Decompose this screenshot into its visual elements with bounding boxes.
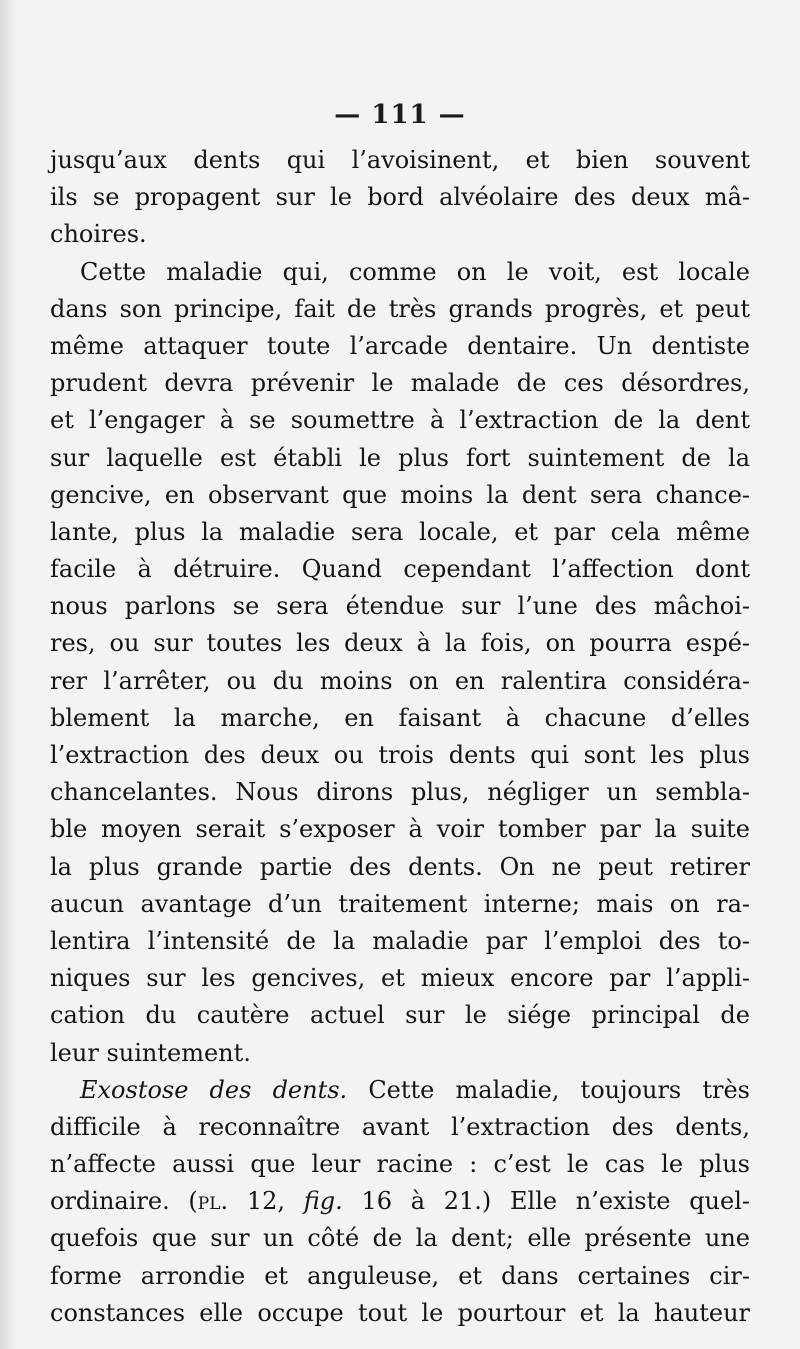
text-line: aucun avantage d’un traitement interne; mais on ra- <box>50 889 750 918</box>
text-line: leur suintement. <box>50 1038 251 1067</box>
text-line: ils se propagent sur le bord alvéolaire des deux mâ- <box>50 183 750 212</box>
paragraph-start-line: Exostose des dents. Cette maladie, toujours très <box>80 1075 750 1104</box>
text-line: sur laquelle est établi le plus fort suintement de la <box>50 443 750 472</box>
text-line: nous parlons se sera étendue sur l’une des mâchoi- <box>50 592 750 621</box>
page-gutter-shadow <box>0 0 16 1349</box>
text-line: niques sur les gencives, et mieux encore par l’appli- <box>50 964 750 993</box>
section-heading-italic: Exostose des dents. <box>80 1075 348 1104</box>
text-line: forme arrondie et anguleuse, et dans certaines cir- <box>50 1261 750 1290</box>
text-line: facile à détruire. Quand cependant l’affection dont <box>50 555 750 584</box>
text-line: gencive, en observant que moins la dent sera chance- <box>50 480 750 509</box>
text-line: quefois que sur un côté de la dent; elle présente une <box>50 1224 750 1253</box>
text-line: constances elle occupe tout le pourtour et la hauteur <box>50 1298 750 1327</box>
body-text <box>50 142 750 1332</box>
text-line: et l’engager à se soumettre à l’extraction de la dent <box>50 406 750 435</box>
figure-reference: fig. <box>303 1187 343 1216</box>
text-line: même attaquer toute l’arcade dentaire. Un dentiste <box>50 331 750 360</box>
text-line: jusqu’aux dents qui l’avoisinent, et bien souvent <box>50 146 750 174</box>
text-line: blement la marche, en faisant à chacune d’elles <box>50 703 750 732</box>
text-line: n’affecte aussi que leur racine : c’est le cas le plus <box>50 1150 750 1179</box>
text-line: l’extraction des deux ou trois dents qui sont les plus <box>50 741 750 769</box>
text-line: prudent devra prévenir le malade de ces désordres, <box>50 369 750 398</box>
page-number: — 111 — <box>334 100 466 130</box>
text-line: lante, plus la maladie sera locale, et par cela même <box>50 517 750 546</box>
plate-reference: pl. <box>197 1187 229 1216</box>
text-line: rer l’arrêter, ou du moins on en ralentira considéra- <box>50 666 750 695</box>
paragraph-start-line: Cette maladie qui, comme on le voit, est locale <box>80 257 750 286</box>
text-line: lentira l’intensité de la maladie par l’emploi des to- <box>50 926 750 955</box>
text-line: choires. <box>50 220 147 249</box>
text-line: cation du cautère actuel sur le siége principal de <box>50 1001 750 1030</box>
text-line: res, ou sur toutes les deux à la fois, on pourra espé- <box>50 629 750 658</box>
text-line: ble moyen serait s’exposer à voir tomber par la suite <box>50 815 750 844</box>
text-line: chancelantes. Nous dirons plus, négliger un sembla- <box>50 778 750 807</box>
text-line: ordinaire. (pl. 12, fig. 16 à 21.) Elle n’existe quel- <box>50 1187 750 1216</box>
text-line: la plus grande partie des dents. On ne peut retirer <box>50 852 750 881</box>
text-line: dans son principe, fait de très grands progrès, et peut <box>50 294 750 323</box>
text-line: difficile à reconnaître avant l’extraction des dents, <box>50 1112 750 1141</box>
